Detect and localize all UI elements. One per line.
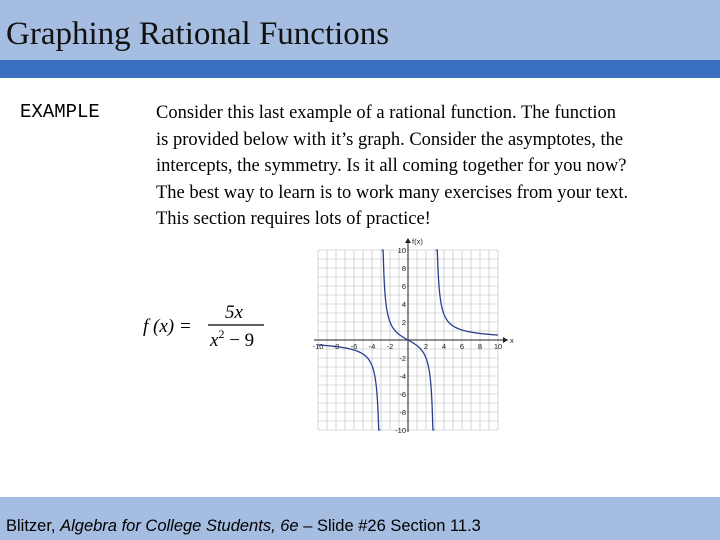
footer-author: Blitzer, [6,517,61,535]
x-tick-label: -10 [312,342,324,351]
footer-bar [0,497,720,540]
formula-numerator: 5x [225,302,243,323]
x-tick-label: -8 [332,342,340,351]
formula-denominator-rest: − 9 [224,330,255,351]
y-tick-label: -2 [399,354,406,363]
body-line: The best way to learn is to work many exercises from your text. [156,182,629,203]
function-formula [140,298,280,358]
body-line: This section requires lots of practice! [156,209,431,229]
y-tick-label: -4 [399,372,406,381]
x-tick-label: -6 [350,342,358,351]
y-axis-arrow [405,238,411,243]
page-title: Graphing Rational Functions [6,16,390,52]
formula-denominator [209,327,254,351]
x-tick-label: 10 [493,342,503,351]
y-tick-label: 10 [397,246,406,255]
footer-citation [6,517,481,536]
y-tick-label: -10 [395,426,406,435]
x-tick-label: -2 [386,342,394,351]
y-axis-label: f(x) [412,237,423,246]
x-axis-label: x [510,336,514,345]
graph-tick-labels [313,237,514,435]
x-tick-label: 8 [477,342,483,351]
body-line: is provided below with it’s graph. Consider the asymptotes, the [156,129,624,150]
example-label: EXAMPLE [20,101,100,123]
x-axis-arrow [503,337,508,343]
x-tick-label: 4 [441,342,447,351]
formula-lhs: f (x) = [143,316,192,337]
title-accent-stripe [0,60,720,78]
footer-book-title: Algebra for College Students, 6e [60,517,299,535]
y-tick-label: -6 [399,390,406,399]
x-tick-label: 2 [423,342,429,351]
x-tick-label: -4 [368,342,376,351]
y-tick-label: 6 [401,282,406,291]
body-line: Consider this last example of a rational function. The function [156,103,616,123]
body-paragraph [156,100,676,233]
function-graph [300,228,525,438]
formula-denominator-base: x [210,330,219,351]
x-tick-label: 6 [459,342,465,351]
formula-denominator-exp: 2 [218,327,225,341]
title-bar [0,0,720,60]
body-line: intercepts, the symmetry. Is it all coming together for you now? [156,156,627,176]
y-tick-label: 4 [401,300,406,309]
footer-slide-info: – Slide #26 Section 11.3 [298,517,481,535]
y-tick-label: -8 [399,408,406,417]
y-tick-label: 2 [401,318,406,327]
y-tick-label: 8 [401,264,406,273]
